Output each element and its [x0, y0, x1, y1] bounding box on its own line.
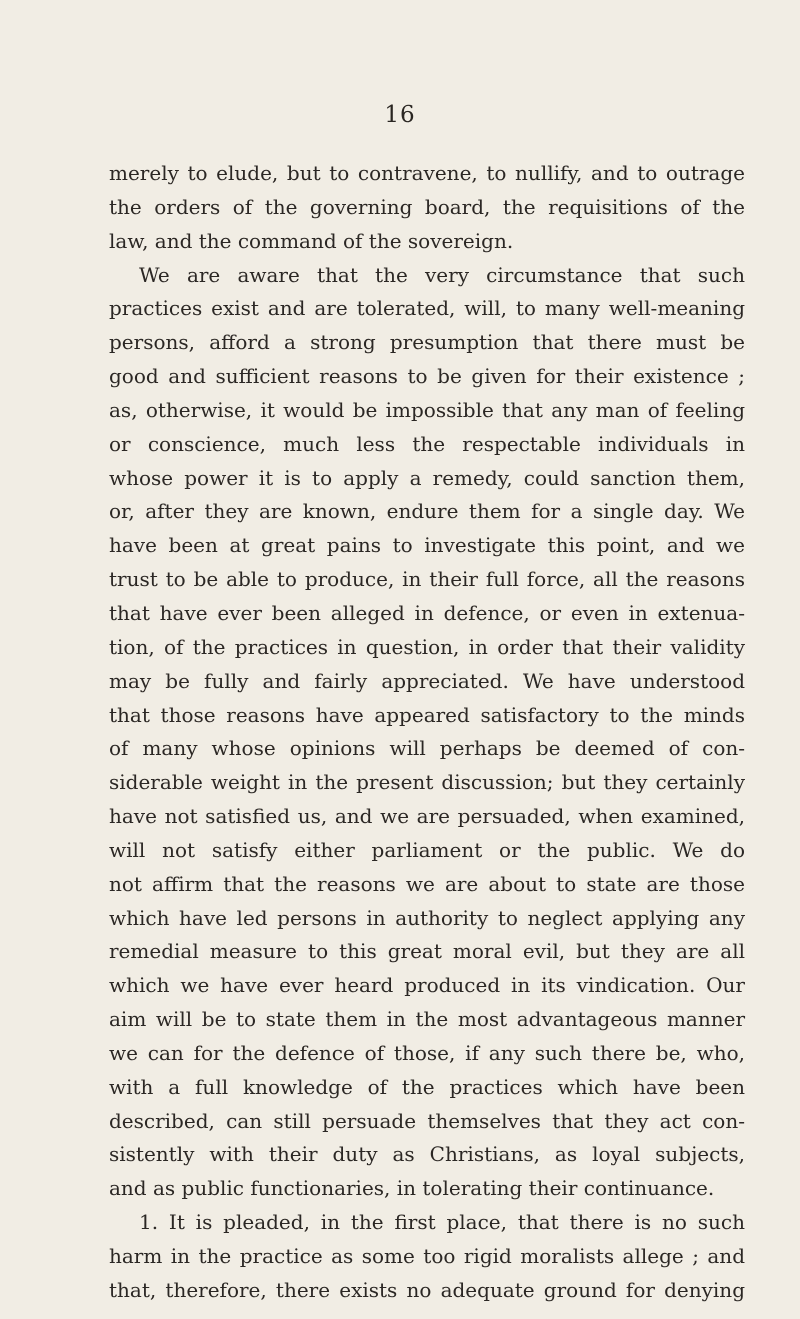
text-line: described, can still persuade themselves that they act con- [109, 1108, 745, 1133]
text-line: or, after they are known, endure them for a single day. We [109, 499, 745, 524]
page-number: 16 [384, 102, 416, 128]
text-line: trust to be able to produce, in their full force, all the reasons [109, 567, 745, 592]
text-line: we can for the defence of those, if any such there be, who, [109, 1040, 745, 1065]
text-line: practices exist and are tolerated, will, to many well-meaning [109, 296, 745, 321]
text-line: which have led persons in authority to neglect applying any [109, 905, 745, 930]
text-line: siderable weight in the present discussion; but they certainly [109, 770, 745, 795]
text-line: as, otherwise, it would be impossible that any man of feeling [109, 397, 745, 422]
text-line: whose power it is to apply a remedy, could sanction them, [109, 465, 745, 490]
text-line: 1. It is pleaded, in the first place, that there is no such [139, 1210, 745, 1235]
text-line: will not satisfy either parliament or the public. We do [109, 837, 745, 862]
text-line: good and sufficient reasons to be given for their existence ; [109, 364, 745, 389]
text-line: have not satisfied us, and we are persuaded, when examined, [109, 804, 745, 829]
text-line: not affirm that the reasons we are about to state are those [109, 871, 745, 896]
text-line: aim will be to state them in the most advantageous manner [109, 1007, 745, 1032]
text-line: the orders of the governing board, the requisitions of the [109, 194, 745, 219]
text-line: that those reasons have appeared satisfactory to the minds [109, 702, 745, 727]
text-line: tion, of the practices in question, in order that their validity [109, 634, 745, 659]
text-line: that have ever been alleged in defence, or even in extenua- [109, 600, 745, 625]
text-line: with a full knowledge of the practices which have been [109, 1074, 745, 1099]
text-line: merely to elude, but to contravene, to nullify, and to outrage [109, 161, 745, 185]
text-line: harm in the practice as some too rigid moralists allege ; and [109, 1244, 745, 1268]
text-line: We are aware that the very circumstance that such [139, 262, 745, 287]
text-line: persons, afford a strong presumption that there must be [109, 330, 745, 355]
text-line: sistently with their duty as Christians, as loyal subjects, [109, 1142, 745, 1167]
text-line: that, therefore, there exists no adequate ground for denying [109, 1277, 745, 1302]
text-line: which we have ever heard produced in its vindication. Our [109, 973, 745, 998]
body-text [109, 157, 745, 1308]
text-line: and as public functionaries, in tolerating their continuance. [109, 1176, 715, 1201]
text-line: may be fully and fairly appreciated. We have understood [109, 668, 745, 693]
text-line: have been at great pains to investigate this point, and we [109, 533, 745, 558]
text-line: of many whose opinions will perhaps be deemed of con- [109, 736, 745, 761]
text-line: remedial measure to this great moral evil, but they are all [109, 939, 745, 964]
text-line: or conscience, much less the respectable individuals in [109, 431, 745, 456]
text-line: law, and the command of the sovereign. [109, 228, 514, 253]
